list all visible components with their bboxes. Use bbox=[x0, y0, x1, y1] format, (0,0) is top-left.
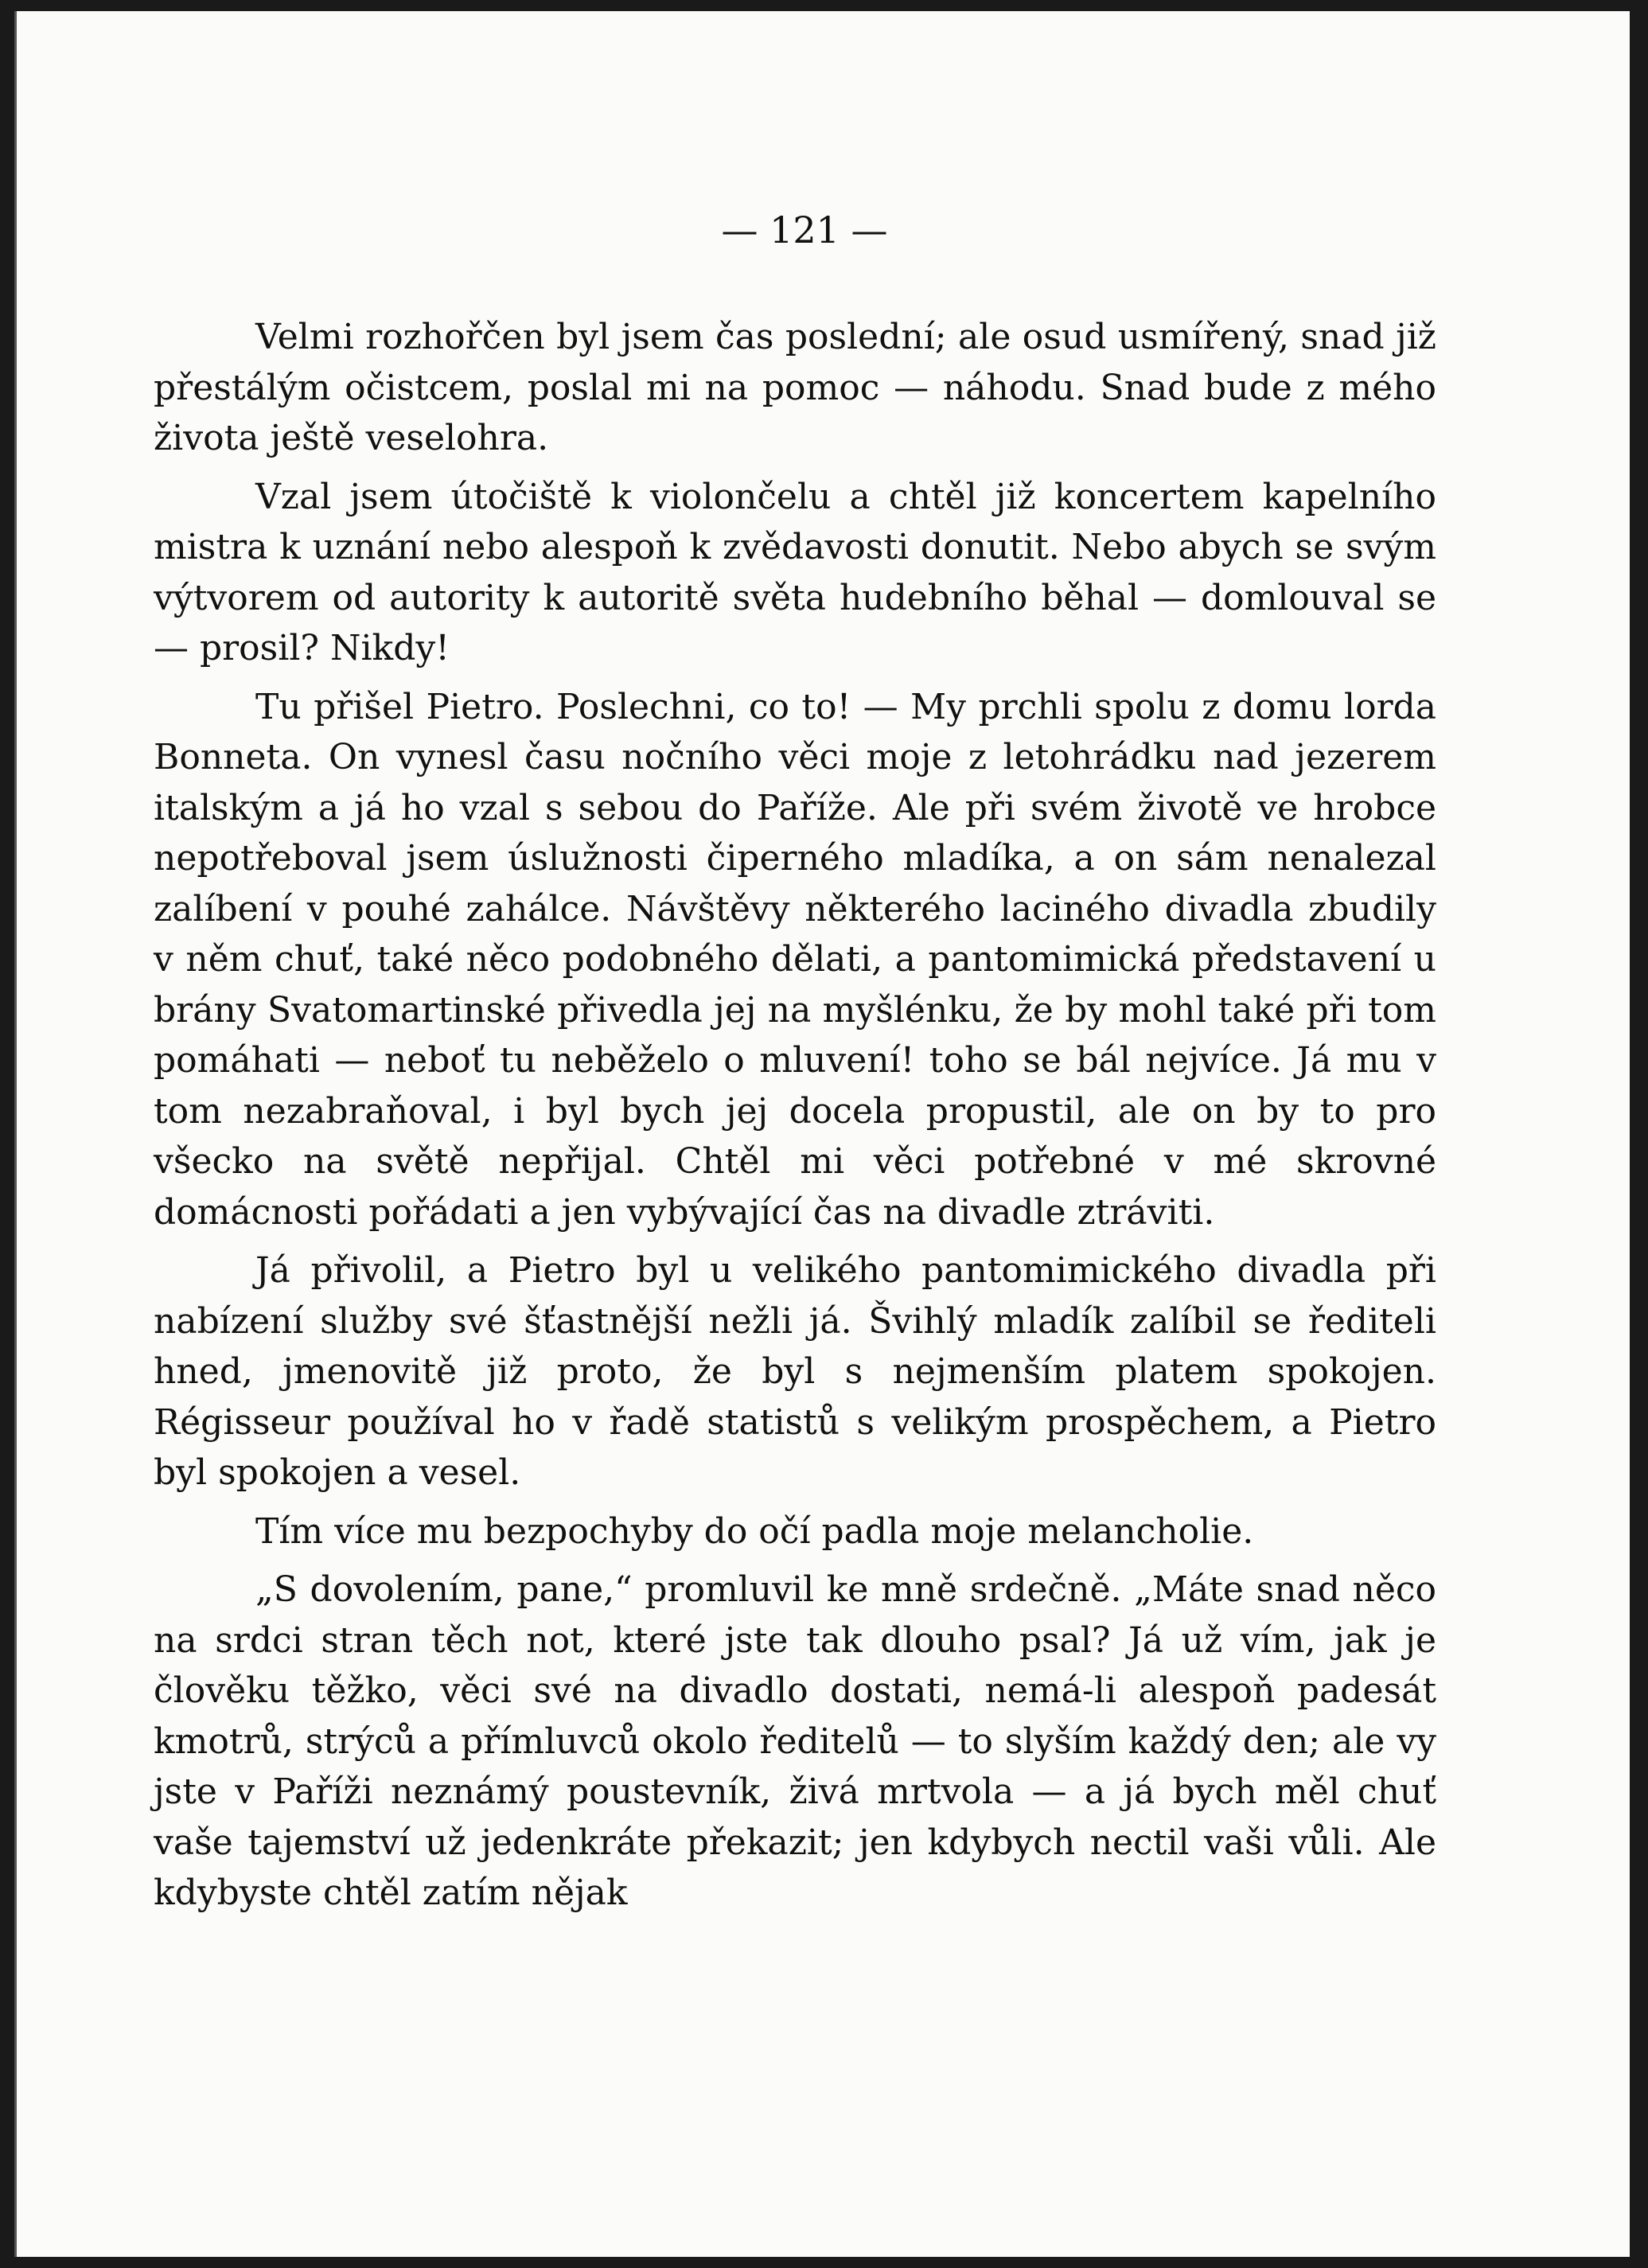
paragraph: Vzal jsem útočiště k violončelu a chtěl již koncertem kapelního mistra k uznání nebo alespoň k zvědavosti donutit. Nebo abych se svým výtvorem od autority k autoritě světa hudebního běhal — domlouval se — prosil? Nikdy! bbox=[154, 476, 1436, 668]
page-number: — 121 — bbox=[721, 208, 888, 251]
paragraph: „S dovolením, pane,“ promluvil ke mně srdečně. „Máte snad něco na srdci stran těch not, které jste tak dlouho psal? Já už vím, jak je člověku těžko, věci své na divadlo dostati, nemá-li alespoň padesát kmotrů, strýců a přímluvců okolo ředitelů — to slyším každý den; ale vy jste v Paříži neznámý poustevník, živá mrtvola — a já bych měl chuť vaše tajemství už jedenkráte překazit; jen kdybych nectil vaši vůli. Ale kdybyste chtěl zatím nějak bbox=[154, 1569, 1436, 1913]
paragraph: Velmi rozhořčen byl jsem čas poslední; ale osud usmířený, snad již přestálým očistcem, poslal mi na pomoc — náhodu. Snad bude z mého života ještě veselohra. bbox=[154, 317, 1436, 458]
paragraph: Já přivolil, a Pietro byl u velikého pantomimického divadla při nabízení služby své šťastnější nežli já. Švihlý mladík zalíbil se řediteli hned, jmenovitě již proto, že byl s nejmenším platem spokojen. Régisseur používal ho v řadě statistů s velikým prospěchem, a Pietro byl spokojen a vesel. bbox=[154, 1250, 1436, 1493]
body-text bbox=[154, 312, 1436, 1927]
paragraph: Tím více mu bezpochyby do očí padla moje melancholie. bbox=[255, 1510, 1254, 1552]
paragraph: Tu přišel Pietro. Poslechni, co to! — My prchli spolu z domu lorda Bonneta. On vynesl času nočního věci moje z letohrádku nad jezerem italským a já ho vzal s sebou do Paříže. Ale při svém životě ve hrobce nepotřeboval jsem úslužnosti čiperného mladíka, a on sám nenalezal zalíbení v pouhé zahálce. Návštěvy některého laciného divadla zbudily v něm chuť, také něco podobného dělati, a pantomimická představení u brány Svatomartinské přivedla jej na myšlénku, že by mohl také při tom pomáhati — neboť tu neběželo o mluvení! toho se bál nejvíce. Já mu v tom nezabraňoval, i byl bych jej docela propustil, ale on by to pro všecko na světě nepřijal. Chtěl mi věci potřebné v mé skrovné domácnosti pořádati a jen vybývající čas na divadle ztráviti. bbox=[154, 686, 1436, 1233]
book-page bbox=[14, 11, 1630, 2257]
